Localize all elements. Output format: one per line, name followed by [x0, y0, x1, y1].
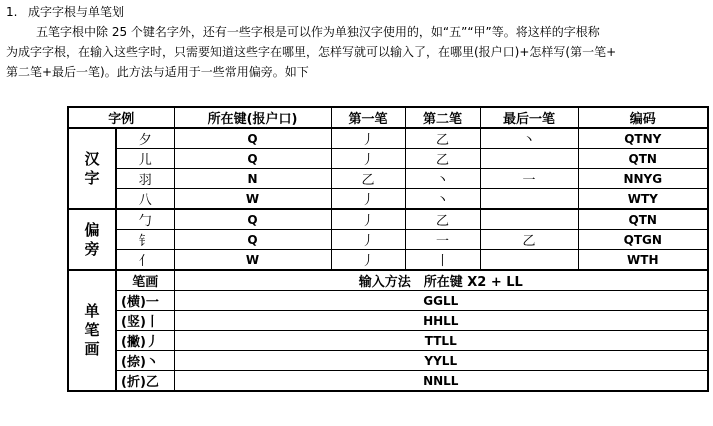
group-label-single-strokes: 单 笔 画	[68, 270, 116, 391]
col-header-last-stroke: 最后一笔	[480, 107, 578, 128]
stroke-cell: (折)乙	[116, 371, 174, 392]
input-method-cell: TTLL	[174, 331, 708, 351]
input-method-header: 输入方法 所在键 X2 + LL	[174, 270, 708, 291]
first-stroke-cell: 丿	[331, 230, 405, 250]
input-method-cell: NNLL	[174, 371, 708, 392]
second-stroke-cell: 乙	[405, 149, 480, 169]
stroke-cell: (横)一	[116, 291, 174, 311]
stroke-cell: (捺)丶	[116, 351, 174, 371]
key-cell: Q	[174, 209, 331, 230]
first-stroke-cell: 丿	[331, 250, 405, 271]
first-stroke-cell: 丿	[331, 209, 405, 230]
input-method-cell: HHLL	[174, 311, 708, 331]
example-char: 羽	[116, 169, 174, 189]
table-row	[68, 149, 708, 169]
table-row	[68, 230, 708, 250]
first-stroke-cell: 丿	[331, 128, 405, 149]
first-stroke-cell: 丿	[331, 149, 405, 169]
second-stroke-cell: 乙	[405, 128, 480, 149]
second-stroke-cell: 丶	[405, 189, 480, 210]
wubi-root-table	[67, 106, 709, 392]
second-stroke-cell: 丶	[405, 169, 480, 189]
section-number: 1.	[6, 5, 18, 19]
table-row	[68, 169, 708, 189]
table-row	[68, 128, 708, 149]
single-stroke-row	[68, 331, 708, 351]
example-char: 八	[116, 189, 174, 210]
first-stroke-cell: 丿	[331, 189, 405, 210]
last-stroke-cell	[480, 250, 578, 271]
code-cell: QTN	[578, 149, 708, 169]
code-cell: WTH	[578, 250, 708, 271]
code-cell: QTGN	[578, 230, 708, 250]
key-cell: Q	[174, 230, 331, 250]
code-cell: NNYG	[578, 169, 708, 189]
table-row	[68, 189, 708, 210]
col-header-example: 字例	[68, 107, 174, 128]
stroke-header: 笔画	[116, 270, 174, 291]
col-header-first-stroke: 第一笔	[331, 107, 405, 128]
last-stroke-cell: 一	[480, 169, 578, 189]
intro-line: 第二笔+最后一笔)。此方法与适用于一些常用偏旁。如下	[6, 65, 309, 79]
last-stroke-cell: 乙	[480, 230, 578, 250]
group-label-hanzi: 汉 字	[68, 128, 116, 209]
last-stroke-cell	[480, 149, 578, 169]
intro-line: 为成字字根，在输入这些字时，只需要知道这些字在哪里，怎样写就可以输入了，在哪里(报户口)+怎样写(第一笔+	[6, 45, 617, 59]
single-stroke-row	[68, 291, 708, 311]
key-cell: Q	[174, 128, 331, 149]
last-stroke-cell	[480, 209, 578, 230]
key-cell: Q	[174, 149, 331, 169]
key-cell: W	[174, 189, 331, 210]
intro-paragraph	[6, 22, 706, 82]
table-row	[68, 250, 708, 271]
example-char: 亻	[116, 250, 174, 271]
input-method-cell: GGLL	[174, 291, 708, 311]
single-stroke-row	[68, 351, 708, 371]
stroke-cell: (撇)丿	[116, 331, 174, 351]
group-label-radicals: 偏 旁	[68, 209, 116, 270]
last-stroke-cell: 丶	[480, 128, 578, 149]
input-method-cell: YYLL	[174, 351, 708, 371]
col-header-code: 编码	[578, 107, 708, 128]
second-stroke-cell: 乙	[405, 209, 480, 230]
table-row	[68, 209, 708, 230]
example-char: 钅	[116, 230, 174, 250]
example-char: 夕	[116, 128, 174, 149]
second-stroke-cell: 丨	[405, 250, 480, 271]
section-title: 成字字根与单笔划	[28, 5, 125, 19]
key-cell: W	[174, 250, 331, 271]
intro-line: 五笔字根中除 25 个键名字外，还有一些字根是可以作为单独汉字使用的，如“五”“甲”等。将这样的字根称	[36, 25, 600, 39]
first-stroke-cell: 乙	[331, 169, 405, 189]
second-stroke-cell: 一	[405, 230, 480, 250]
single-stroke-row	[68, 311, 708, 331]
example-char: 儿	[116, 149, 174, 169]
single-stroke-row	[68, 371, 708, 392]
stroke-cell: (竖)丨	[116, 311, 174, 331]
key-cell: N	[174, 169, 331, 189]
last-stroke-cell	[480, 189, 578, 210]
single-stroke-header-row	[68, 270, 708, 291]
table-header-row	[68, 107, 708, 128]
code-cell: WTY	[578, 189, 708, 210]
section-heading	[6, 4, 124, 20]
example-char: 勹	[116, 209, 174, 230]
col-header-key: 所在键(报户口)	[174, 107, 331, 128]
col-header-second-stroke: 第二笔	[405, 107, 480, 128]
code-cell: QTN	[578, 209, 708, 230]
code-cell: QTNY	[578, 128, 708, 149]
